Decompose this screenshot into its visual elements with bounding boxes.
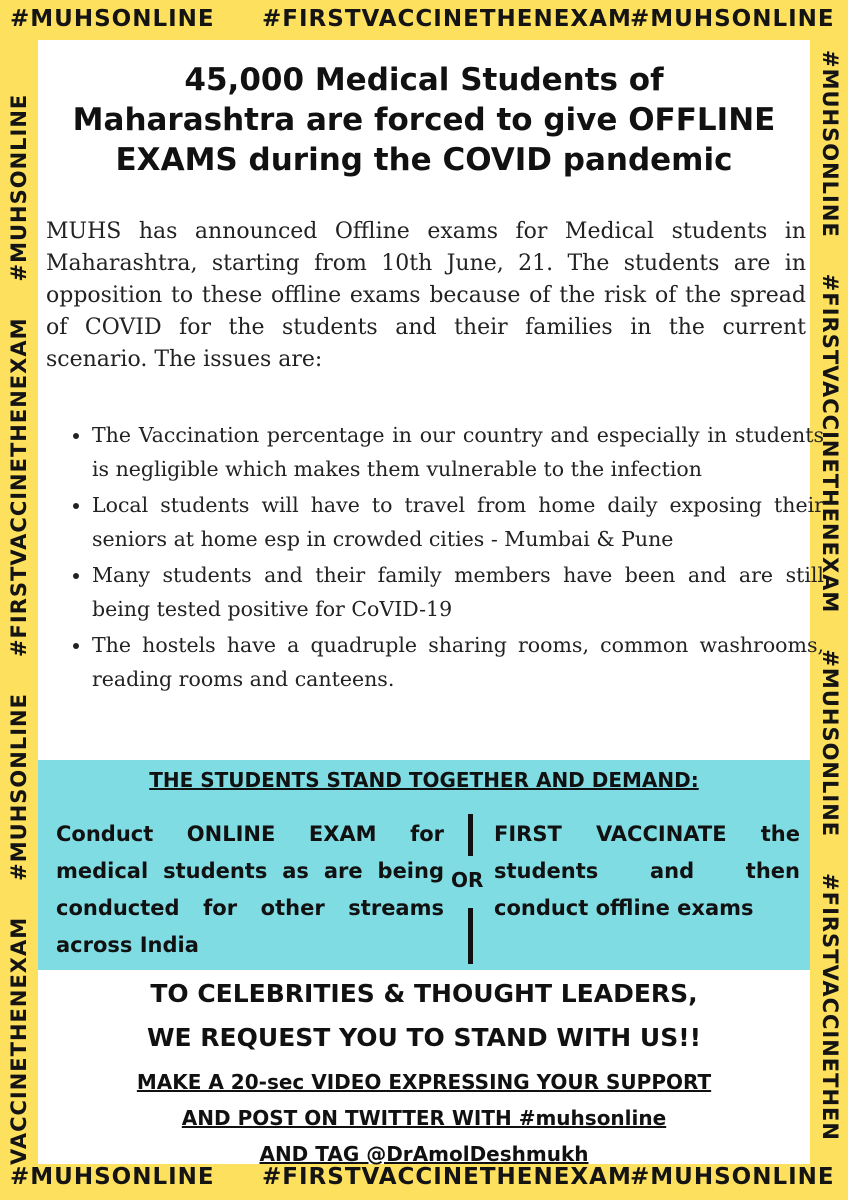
left-strip-text: #MUHSONLINE bbox=[6, 693, 31, 881]
right-strip-text: #FIRSTVACCINETHEN bbox=[818, 873, 843, 1141]
or-label: OR bbox=[451, 868, 484, 892]
left-strip-text: #MUHSONLINE bbox=[6, 93, 31, 282]
issue-item: • Local students will have to travel from home daily exposing their seniors at home esp in crowded cities - Mumbai & Pune bbox=[92, 488, 824, 556]
right-strip-text: #FIRSTVACCINETHENEXAM bbox=[818, 273, 843, 614]
issue-item: • The Vaccination percentage in our country and especially in students is negligible which makes them vulnerable to the infection bbox=[92, 418, 824, 486]
right-strip-text: #MUHSONLINE bbox=[818, 649, 843, 838]
divider-bar bbox=[468, 814, 473, 856]
cta-line: WE REQUEST YOU TO STAND WITH US!! bbox=[146, 1023, 702, 1052]
issue-item: • The hostels have a quadruple sharing rooms, common washrooms, reading rooms and canteens. bbox=[92, 628, 824, 696]
headline-line: 45,000 Medical Students of bbox=[184, 62, 664, 98]
right-strip-text: #MUHSONLINE bbox=[818, 50, 843, 238]
border-hashtag-muhsonline: #MUHSONLINE bbox=[10, 1164, 215, 1190]
headline-line: Maharashtra are forced to give OFFLINE bbox=[72, 102, 776, 138]
left-strip-text: VACCINETHENEXAM bbox=[6, 916, 31, 1165]
issues-list bbox=[68, 418, 824, 698]
border-hashtag-muhsonline: #MUHSONLINE bbox=[630, 1164, 835, 1190]
headline bbox=[38, 60, 810, 180]
demand-online-exam: Conduct ONLINE EXAM for medical students as are being conducted for other streams across India bbox=[56, 822, 444, 957]
demand-title: THE STUDENTS STAND TOGETHER AND DEMAND: bbox=[149, 768, 699, 792]
left-strip-text: #FIRSTVACCINETHENEXAM bbox=[6, 317, 31, 658]
intro-paragraph: MUHS has announced Offline exams for Medical students in Maharashtra, starting from 10th June, 21. The students are in opposition to these offline exams because of the risk of the spread of COVID for the students and their families in the current scenario. The issues are: bbox=[46, 219, 806, 372]
cta-line: AND TAG @DrAmolDeshmukh bbox=[259, 1142, 589, 1166]
cta-line: AND POST ON TWITTER WITH #muhsonline bbox=[181, 1106, 667, 1130]
cta-request bbox=[38, 972, 810, 1060]
border-hashtag-muhsonline: #MUHSONLINE bbox=[630, 6, 835, 32]
border-hashtag-firstvaccine: #FIRSTVACCINETHENEXAM bbox=[262, 1164, 632, 1190]
content-panel bbox=[38, 40, 824, 1166]
divider-bar bbox=[468, 908, 473, 964]
cta-line: MAKE A 20-sec VIDEO EXPRESSING YOUR SUPPORT bbox=[136, 1070, 712, 1094]
cta-line: TO CELEBRITIES & THOUGHT LEADERS, bbox=[150, 979, 698, 1008]
issue-item: • Many students and their family members have been and are still being tested positive for CoVID-19 bbox=[92, 558, 824, 626]
headline-line: EXAMS during the COVID pandemic bbox=[115, 142, 733, 178]
left-border-strip bbox=[4, 35, 34, 1165]
demand-vaccinate-first: FIRST VACCINATE the students and then conduct offline exams bbox=[494, 822, 800, 920]
border-hashtag-firstvaccine: #FIRSTVACCINETHENEXAM bbox=[262, 6, 632, 32]
border-hashtag-muhsonline: #MUHSONLINE bbox=[10, 6, 215, 32]
cta-instructions bbox=[38, 1064, 810, 1172]
demand-box bbox=[38, 760, 810, 970]
